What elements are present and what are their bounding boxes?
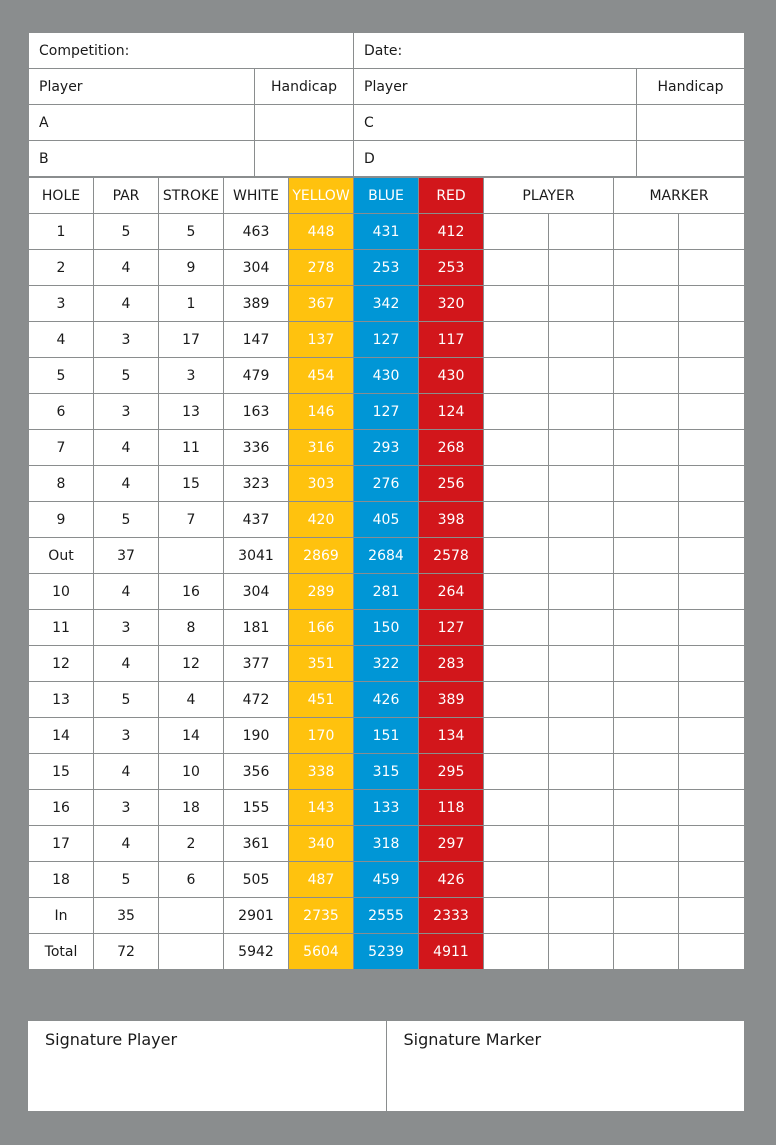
score-row: [29, 286, 745, 322]
hole-cell: In: [29, 898, 94, 934]
player-b-field[interactable]: B: [29, 141, 255, 177]
player-score-cell-2[interactable]: [549, 538, 614, 574]
yellow-tee-cell: 137: [289, 322, 354, 358]
white-tee-cell: 323: [224, 466, 289, 502]
player-c-field[interactable]: C: [354, 105, 637, 141]
red-tee-cell: 412: [419, 214, 484, 250]
blue-tee-cell: 150: [354, 610, 419, 646]
player-score-cell-2[interactable]: [549, 754, 614, 790]
player-score-cell-1[interactable]: [484, 610, 549, 646]
marker-score-cell-2[interactable]: [679, 934, 745, 970]
stroke-cell: 10: [159, 754, 224, 790]
hole-cell: 7: [29, 430, 94, 466]
blue-tee-cell: 431: [354, 214, 419, 250]
blue-tee-cell: 459: [354, 862, 419, 898]
white-tee-cell: 5942: [224, 934, 289, 970]
marker-score-cell-1[interactable]: [614, 358, 679, 394]
par-cell: 3: [94, 610, 159, 646]
stroke-cell: 2: [159, 826, 224, 862]
player-score-cell-2[interactable]: [549, 646, 614, 682]
par-column-header: PAR: [94, 178, 159, 214]
score-row: [29, 394, 745, 430]
marker-score-cell-2[interactable]: [679, 394, 745, 430]
par-cell: 4: [94, 754, 159, 790]
red-tee-column-header: RED: [419, 178, 484, 214]
red-tee-cell: 2578: [419, 538, 484, 574]
marker-score-cell-2[interactable]: [679, 250, 745, 286]
blue-tee-cell: 281: [354, 574, 419, 610]
blue-tee-cell: 133: [354, 790, 419, 826]
marker-score-cell-2[interactable]: [679, 790, 745, 826]
player-score-cell-2[interactable]: [549, 898, 614, 934]
signature-player-box[interactable]: Signature Player: [45, 1030, 178, 1049]
stroke-cell: 4: [159, 682, 224, 718]
blue-tee-cell: 276: [354, 466, 419, 502]
player-score-cell-2[interactable]: [549, 466, 614, 502]
marker-score-cell-2[interactable]: [679, 754, 745, 790]
marker-score-cell-2[interactable]: [679, 610, 745, 646]
player-score-column-header: PLAYER: [484, 178, 614, 214]
blue-tee-cell: 315: [354, 754, 419, 790]
player-score-cell-1[interactable]: [484, 502, 549, 538]
blue-tee-cell: 253: [354, 250, 419, 286]
player-score-cell-2[interactable]: [549, 718, 614, 754]
red-tee-cell: 127: [419, 610, 484, 646]
marker-score-cell-1[interactable]: [614, 934, 679, 970]
blue-tee-cell: 127: [354, 394, 419, 430]
blue-tee-cell: 322: [354, 646, 419, 682]
red-tee-cell: 117: [419, 322, 484, 358]
hole-column-header: HOLE: [29, 178, 94, 214]
stroke-cell: 17: [159, 322, 224, 358]
red-tee-cell: 283: [419, 646, 484, 682]
blue-tee-column-header: BLUE: [354, 178, 419, 214]
hole-cell: 3: [29, 286, 94, 322]
marker-score-column-header: MARKER: [614, 178, 745, 214]
player-score-cell-2[interactable]: [549, 286, 614, 322]
marker-score-cell-2[interactable]: [679, 358, 745, 394]
marker-score-cell-2[interactable]: [679, 502, 745, 538]
player-score-cell-2[interactable]: [549, 610, 614, 646]
player-d-handicap-field[interactable]: [637, 141, 745, 177]
white-tee-cell: 479: [224, 358, 289, 394]
hole-cell: 4: [29, 322, 94, 358]
hole-cell: 1: [29, 214, 94, 250]
player-score-cell-1[interactable]: [484, 430, 549, 466]
white-tee-cell: 147: [224, 322, 289, 358]
blue-tee-cell: 405: [354, 502, 419, 538]
yellow-tee-cell: 487: [289, 862, 354, 898]
hole-cell: 11: [29, 610, 94, 646]
yellow-tee-cell: 351: [289, 646, 354, 682]
red-tee-cell: 2333: [419, 898, 484, 934]
white-tee-cell: 163: [224, 394, 289, 430]
red-tee-cell: 253: [419, 250, 484, 286]
par-cell: 4: [94, 826, 159, 862]
score-row: [29, 214, 745, 250]
marker-score-cell-1[interactable]: [614, 718, 679, 754]
par-cell: 3: [94, 394, 159, 430]
white-tee-cell: 505: [224, 862, 289, 898]
par-cell: 35: [94, 898, 159, 934]
marker-score-cell-2[interactable]: [679, 718, 745, 754]
red-tee-cell: 389: [419, 682, 484, 718]
blue-tee-cell: 151: [354, 718, 419, 754]
yellow-tee-cell: 367: [289, 286, 354, 322]
player-score-cell-1[interactable]: [484, 754, 549, 790]
marker-score-cell-1[interactable]: [614, 862, 679, 898]
white-tee-cell: 437: [224, 502, 289, 538]
par-cell: 4: [94, 250, 159, 286]
date-field[interactable]: Date:: [354, 33, 745, 69]
stroke-cell: 7: [159, 502, 224, 538]
yellow-tee-cell: 166: [289, 610, 354, 646]
marker-score-cell-2[interactable]: [679, 430, 745, 466]
red-tee-cell: 430: [419, 358, 484, 394]
white-tee-cell: 336: [224, 430, 289, 466]
par-cell: 5: [94, 502, 159, 538]
yellow-tee-cell: 143: [289, 790, 354, 826]
handicap-column-label-left: Handicap: [255, 69, 354, 105]
player-score-cell-1[interactable]: [484, 718, 549, 754]
player-score-cell-2[interactable]: [549, 358, 614, 394]
stroke-cell: 15: [159, 466, 224, 502]
stroke-cell: [159, 538, 224, 574]
par-cell: 4: [94, 286, 159, 322]
par-cell: 5: [94, 358, 159, 394]
blue-tee-cell: 430: [354, 358, 419, 394]
yellow-tee-cell: 146: [289, 394, 354, 430]
par-cell: 5: [94, 214, 159, 250]
score-row: [29, 502, 745, 538]
red-tee-cell: 295: [419, 754, 484, 790]
hole-cell: 8: [29, 466, 94, 502]
player-c-handicap-field[interactable]: [637, 105, 745, 141]
marker-score-cell-2[interactable]: [679, 898, 745, 934]
marker-score-cell-1[interactable]: [614, 646, 679, 682]
marker-score-cell-2[interactable]: [679, 538, 745, 574]
marker-score-cell-2[interactable]: [679, 286, 745, 322]
white-tee-cell: 389: [224, 286, 289, 322]
par-cell: 72: [94, 934, 159, 970]
stroke-cell: 5: [159, 214, 224, 250]
hole-cell: Out: [29, 538, 94, 574]
stroke-cell: 16: [159, 574, 224, 610]
score-row: [29, 466, 745, 502]
player-score-cell-2[interactable]: [549, 862, 614, 898]
score-row: [29, 790, 745, 826]
player-a-handicap-field[interactable]: [255, 105, 354, 141]
yellow-tee-cell: 2869: [289, 538, 354, 574]
score-row: [29, 250, 745, 286]
par-cell: 3: [94, 790, 159, 826]
player-score-cell-1[interactable]: [484, 394, 549, 430]
marker-score-cell-1[interactable]: [614, 898, 679, 934]
signature-marker-box[interactable]: Signature Marker: [386, 1021, 745, 1111]
player-score-cell-1[interactable]: [484, 538, 549, 574]
player-score-cell-1[interactable]: [484, 250, 549, 286]
marker-score-cell-1[interactable]: [614, 430, 679, 466]
player-score-cell-2[interactable]: [549, 322, 614, 358]
marker-score-cell-2[interactable]: [679, 682, 745, 718]
white-tee-cell: 181: [224, 610, 289, 646]
red-tee-cell: 124: [419, 394, 484, 430]
stroke-column-header: STROKE: [159, 178, 224, 214]
blue-tee-cell: 342: [354, 286, 419, 322]
blue-tee-cell: 426: [354, 682, 419, 718]
marker-score-cell-1[interactable]: [614, 538, 679, 574]
player-score-cell-1[interactable]: [484, 466, 549, 502]
par-cell: 4: [94, 574, 159, 610]
marker-score-cell-1[interactable]: [614, 610, 679, 646]
scorecard: [28, 32, 744, 970]
marker-score-cell-2[interactable]: [679, 826, 745, 862]
marker-score-cell-2[interactable]: [679, 646, 745, 682]
player-score-cell-1[interactable]: [484, 862, 549, 898]
player-score-cell-2[interactable]: [549, 430, 614, 466]
stroke-cell: 8: [159, 610, 224, 646]
player-score-cell-2[interactable]: [549, 214, 614, 250]
white-tee-cell: 304: [224, 574, 289, 610]
white-tee-cell: 472: [224, 682, 289, 718]
white-tee-cell: 463: [224, 214, 289, 250]
score-row: [29, 610, 745, 646]
yellow-tee-cell: 338: [289, 754, 354, 790]
yellow-tee-cell: 2735: [289, 898, 354, 934]
score-row: [29, 898, 745, 934]
marker-score-cell-1[interactable]: [614, 754, 679, 790]
yellow-tee-cell: 448: [289, 214, 354, 250]
par-cell: 37: [94, 538, 159, 574]
yellow-tee-cell: 5604: [289, 934, 354, 970]
par-cell: 3: [94, 322, 159, 358]
red-tee-cell: 134: [419, 718, 484, 754]
hole-cell: 12: [29, 646, 94, 682]
par-cell: 4: [94, 646, 159, 682]
blue-tee-cell: 127: [354, 322, 419, 358]
yellow-tee-cell: 289: [289, 574, 354, 610]
yellow-tee-cell: 316: [289, 430, 354, 466]
white-tee-cell: 304: [224, 250, 289, 286]
hole-cell: 15: [29, 754, 94, 790]
hole-cell: Total: [29, 934, 94, 970]
marker-score-cell-1[interactable]: [614, 682, 679, 718]
score-row: [29, 862, 745, 898]
red-tee-cell: 297: [419, 826, 484, 862]
marker-score-cell-1[interactable]: [614, 502, 679, 538]
yellow-tee-cell: 451: [289, 682, 354, 718]
player-score-cell-2[interactable]: [549, 574, 614, 610]
red-tee-cell: 320: [419, 286, 484, 322]
hole-cell: 10: [29, 574, 94, 610]
competition-header-table: [28, 32, 745, 177]
par-cell: 5: [94, 862, 159, 898]
white-tee-cell: 356: [224, 754, 289, 790]
blue-tee-cell: 318: [354, 826, 419, 862]
score-row: [29, 322, 745, 358]
score-row: [29, 934, 745, 970]
blue-tee-cell: 5239: [354, 934, 419, 970]
marker-score-cell-1[interactable]: [614, 826, 679, 862]
score-row: [29, 826, 745, 862]
blue-tee-cell: 2684: [354, 538, 419, 574]
player-score-cell-2[interactable]: [549, 682, 614, 718]
marker-score-cell-1[interactable]: [614, 466, 679, 502]
score-rows: [29, 214, 745, 970]
score-row: [29, 358, 745, 394]
par-cell: 4: [94, 430, 159, 466]
marker-score-cell-2[interactable]: [679, 574, 745, 610]
hole-cell: 2: [29, 250, 94, 286]
hole-cell: 14: [29, 718, 94, 754]
player-score-cell-2[interactable]: [549, 250, 614, 286]
white-tee-column-header: WHITE: [224, 178, 289, 214]
yellow-tee-cell: 278: [289, 250, 354, 286]
white-tee-cell: 2901: [224, 898, 289, 934]
yellow-tee-cell: 340: [289, 826, 354, 862]
player-score-cell-1[interactable]: [484, 214, 549, 250]
white-tee-cell: 190: [224, 718, 289, 754]
stroke-cell: 11: [159, 430, 224, 466]
player-score-cell-1[interactable]: [484, 286, 549, 322]
hole-cell: 9: [29, 502, 94, 538]
stroke-cell: 14: [159, 718, 224, 754]
par-cell: 5: [94, 682, 159, 718]
blue-tee-cell: 2555: [354, 898, 419, 934]
score-row: [29, 754, 745, 790]
player-score-cell-1[interactable]: [484, 358, 549, 394]
stroke-cell: 18: [159, 790, 224, 826]
player-a-field[interactable]: A: [29, 105, 255, 141]
score-row: [29, 538, 745, 574]
player-score-cell-2[interactable]: [549, 790, 614, 826]
signature-section: [28, 1021, 744, 1111]
yellow-tee-cell: 454: [289, 358, 354, 394]
hole-cell: 6: [29, 394, 94, 430]
yellow-tee-cell: 303: [289, 466, 354, 502]
hole-cell: 5: [29, 358, 94, 394]
marker-score-cell-1[interactable]: [614, 214, 679, 250]
marker-score-cell-1[interactable]: [614, 286, 679, 322]
hole-cell: 16: [29, 790, 94, 826]
hole-cell: 18: [29, 862, 94, 898]
player-score-cell-1[interactable]: [484, 790, 549, 826]
par-cell: 3: [94, 718, 159, 754]
yellow-tee-cell: 420: [289, 502, 354, 538]
score-row: [29, 682, 745, 718]
player-score-cell-1[interactable]: [484, 826, 549, 862]
red-tee-cell: 268: [419, 430, 484, 466]
yellow-tee-cell: 170: [289, 718, 354, 754]
competition-field[interactable]: Competition:: [29, 33, 354, 69]
white-tee-cell: 377: [224, 646, 289, 682]
stroke-cell: [159, 898, 224, 934]
stroke-cell: [159, 934, 224, 970]
player-score-cell-2[interactable]: [549, 826, 614, 862]
marker-score-cell-1[interactable]: [614, 322, 679, 358]
red-tee-cell: 426: [419, 862, 484, 898]
marker-score-cell-2[interactable]: [679, 466, 745, 502]
red-tee-cell: 4911: [419, 934, 484, 970]
stroke-cell: 13: [159, 394, 224, 430]
score-row: [29, 718, 745, 754]
stroke-cell: 1: [159, 286, 224, 322]
player-score-cell-2[interactable]: [549, 502, 614, 538]
score-row: [29, 574, 745, 610]
marker-score-cell-2[interactable]: [679, 862, 745, 898]
player-b-handicap-field[interactable]: [255, 141, 354, 177]
player-d-field[interactable]: D: [354, 141, 637, 177]
player-score-cell-1[interactable]: [484, 646, 549, 682]
player-score-cell-1[interactable]: [484, 574, 549, 610]
marker-score-cell-2[interactable]: [679, 214, 745, 250]
marker-score-cell-1[interactable]: [614, 394, 679, 430]
white-tee-cell: 361: [224, 826, 289, 862]
red-tee-cell: 256: [419, 466, 484, 502]
red-tee-cell: 118: [419, 790, 484, 826]
score-row: [29, 430, 745, 466]
score-table: [28, 177, 745, 970]
yellow-tee-column-header: YELLOW: [289, 178, 354, 214]
marker-score-cell-2[interactable]: [679, 322, 745, 358]
player-score-cell-2[interactable]: [549, 394, 614, 430]
player-score-cell-1[interactable]: [484, 682, 549, 718]
marker-score-cell-1[interactable]: [614, 250, 679, 286]
stroke-cell: 12: [159, 646, 224, 682]
stroke-cell: 6: [159, 862, 224, 898]
stroke-cell: 9: [159, 250, 224, 286]
white-tee-cell: 3041: [224, 538, 289, 574]
handicap-column-label-right: Handicap: [637, 69, 745, 105]
player-score-cell-1[interactable]: [484, 322, 549, 358]
hole-cell: 17: [29, 826, 94, 862]
player-score-cell-1[interactable]: [484, 898, 549, 934]
white-tee-cell: 155: [224, 790, 289, 826]
marker-score-cell-1[interactable]: [614, 790, 679, 826]
hole-cell: 13: [29, 682, 94, 718]
player-score-cell-1[interactable]: [484, 934, 549, 970]
stroke-cell: 3: [159, 358, 224, 394]
par-cell: 4: [94, 466, 159, 502]
red-tee-cell: 264: [419, 574, 484, 610]
player-column-label-left: Player: [29, 69, 255, 105]
score-row: [29, 646, 745, 682]
red-tee-cell: 398: [419, 502, 484, 538]
marker-score-cell-1[interactable]: [614, 574, 679, 610]
player-score-cell-2[interactable]: [549, 934, 614, 970]
player-column-label-right: Player: [354, 69, 637, 105]
blue-tee-cell: 293: [354, 430, 419, 466]
